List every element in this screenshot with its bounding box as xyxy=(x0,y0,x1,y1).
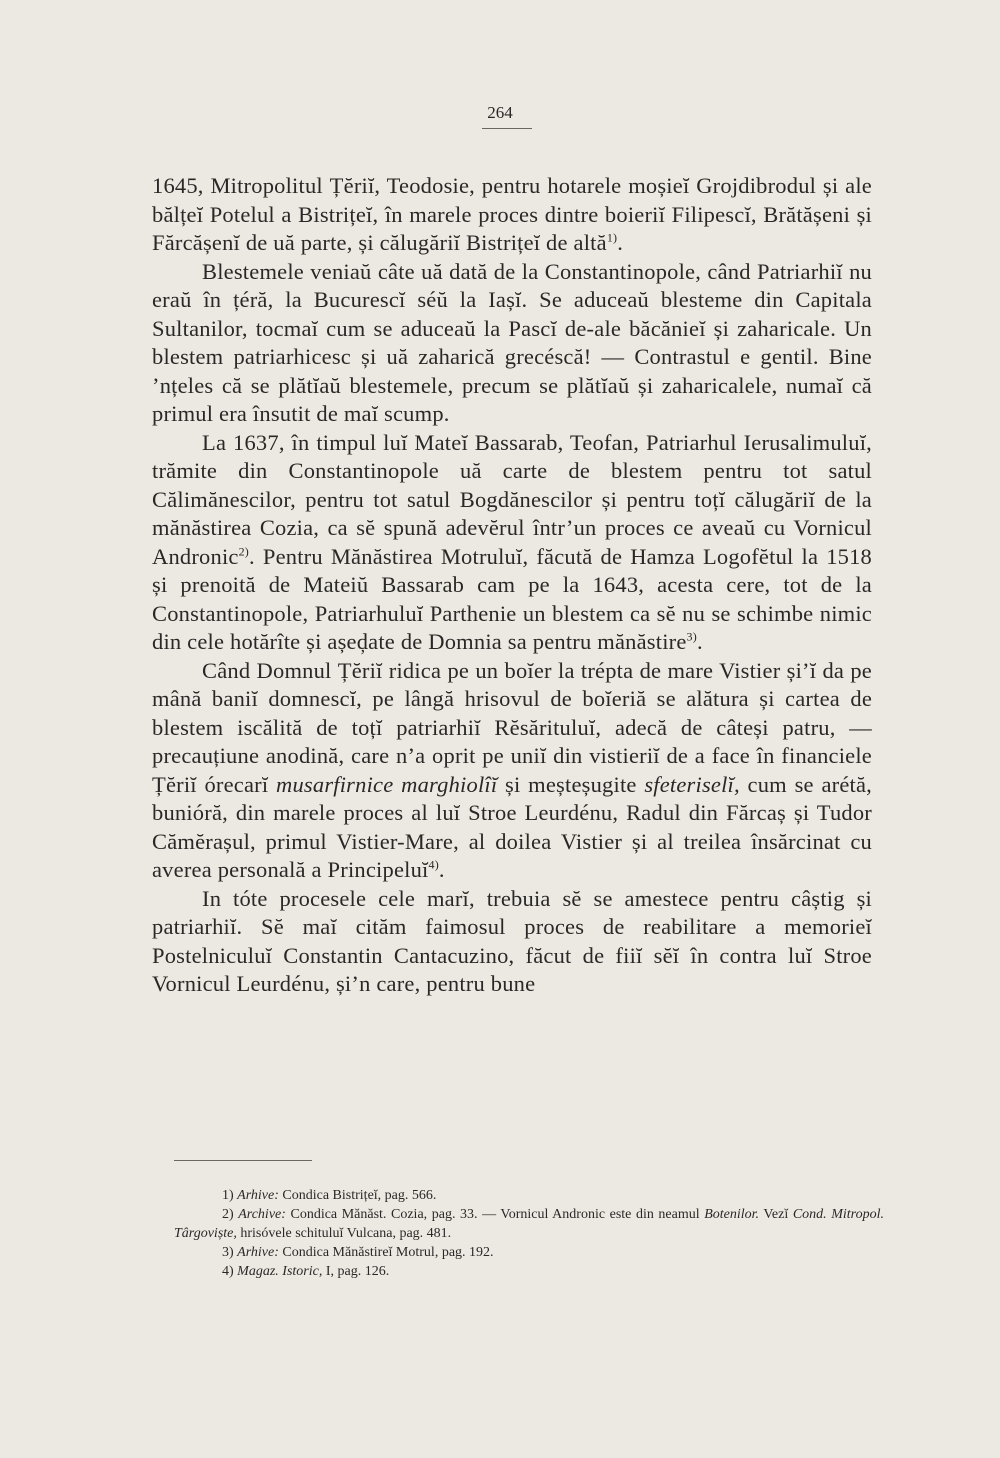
page-number: 264 xyxy=(487,103,513,122)
text-run: Blestemele veniaŭ câte uă dată de la Constantinopole, când Patriarhiĭ nu eraŭ în țéră, la Bucurescĭ séŭ la Iașĭ. Se aduceaŭ blesteme din Capitala Sultanilor, tocmaĭ cum se aduceaŭ la Pascĭ de-ale băcănieĭ și zaharicale. Un blestem patriarhicesc și uă zaharică grecéscă! — Contrastul e gentil. Bine ’nțeles că se plătĭaŭ blestemele, precum se plătĭaŭ și zaharicalele, numaĭ că primul era însutit de maĭ scump. xyxy=(152,258,872,426)
text-run: și meșteșugite xyxy=(497,771,645,797)
text-run: cum se arétă, bunióră, din marele proces al luĭ Stroe Leurdénu, Radul din Fărcaș și Tudor Cămĕrașul, primul Vistier-Mare, al doilea Vistier și al treilea însărcinat cu averea personală a Principeluĭ xyxy=(152,771,872,882)
italic-text: Archive: xyxy=(238,1207,286,1222)
paragraph xyxy=(152,657,872,885)
footnote-marker: 2) xyxy=(222,1207,239,1222)
footnotes xyxy=(174,1186,884,1281)
text-run: Condica Mănăst. Cozia, pag. 33. — Vornicul Andronic este din neamul xyxy=(285,1207,705,1222)
text-run: . xyxy=(696,629,703,654)
text-run: Când Domnul Țĕriĭ ridica pe un boĭer la trépta de mare Vistier și’ĭ da pe mână baniĭ domnescĭ, pe lângă hrisovul de boĭeriă se alătura și cartea de blestem iscălită de toțĭ patriarhiĭ Rĕsărituluĭ, adecă de câteși patru, — precauțiune anodină, care n’a oprit pe uniĭ din vistieriĭ de a face în finanсiele Țĕriĭ órecarĭ xyxy=(152,657,872,797)
paragraph xyxy=(152,172,872,258)
text-run: Condica Mănăstireĭ Motrul, pag. 192. xyxy=(278,1245,494,1260)
italic-text: Botenilor. xyxy=(704,1207,760,1222)
footnote-marker: 3) xyxy=(222,1245,238,1260)
text-run: . xyxy=(438,857,445,882)
footnote xyxy=(174,1262,884,1281)
footnote xyxy=(174,1205,884,1243)
footnote-marker: 1) xyxy=(222,1188,238,1203)
italic-text: Arhive: xyxy=(237,1245,279,1260)
text-run: La 1637, în timpul luĭ Mateĭ Bassarab, Teofan, Patriarhul Ierusalimuluĭ, trămite din Constantinopole uă carte de blestem pentru tot satul Călimănescilor, pentru tot satul Bogdănescilor și pentru toțĭ călugăriĭ de la mănăstirea Cozia, ca sĕ spună adevĕrul într’un proces ce aveaŭ cu Vornicul Andronic xyxy=(152,429,872,569)
paragraph xyxy=(152,258,872,429)
text-run: In tóte procesele cele marĭ, trebuia sĕ se amestece pentru câștig și patriarhiĭ. Sĕ maĭ cităm faimosul proces de reabilitare a memorieĭ Postelniculuĭ Constantin Cantacuzino, făcut de fiiĭ sĕĭ în contra luĭ Stroe Vornicul Leurdénu, și’n care, pentru bune xyxy=(152,885,872,996)
italic-text: musarfirnice marghiolîĭ xyxy=(276,771,498,797)
body-text xyxy=(152,172,872,999)
italic-text: sfeteriselĭ, xyxy=(644,771,740,797)
footnote-reference: 2) xyxy=(238,544,249,558)
footnote-marker: 4) xyxy=(222,1264,238,1279)
text-run: Condica Bistrițeĭ, pag. 566. xyxy=(278,1188,437,1203)
page-number-rule xyxy=(482,128,532,129)
text-run: I, pag. 126. xyxy=(322,1264,390,1279)
paragraph xyxy=(152,429,872,657)
footnote-reference: 3) xyxy=(686,629,697,644)
footnote-reference: 4) xyxy=(428,857,439,872)
footnote xyxy=(174,1186,884,1205)
italic-text: Arhive: xyxy=(237,1188,279,1203)
text-run: hrisóvele schituluĭ Vulcana, pag. 481. xyxy=(236,1226,452,1241)
footnote xyxy=(174,1243,884,1262)
text-run: . xyxy=(617,230,624,255)
footnote-reference: 1) xyxy=(606,230,618,245)
text-run: Vezĭ xyxy=(759,1207,793,1222)
text-run: 1645, Mitropolitul Țĕriĭ, Teodosie, pentru hotarele moșieĭ Grojdibrodul și ale bălțeĭ Potelul a Bistrițeĭ, în marele proces dintre boieriĭ Filipescĭ, Brătășeni și Fărcășenĭ de uă parte, și călugăriĭ Bistrițeĭ de altă xyxy=(152,173,872,255)
text-run: . Pentru Mănăstirea Motruluĭ, făcută de Hamza Logofĕtul la 1518 și prenoită de Mateiŭ Bassarab cam pe la 1643, acesta cere, tot de la Constantinopole, Patriarhuluĭ Parthenie un blestem ca sĕ nu se schimbe nimic din cele hotărîte și așeḑate de Domnia sa pentru mănăstire xyxy=(152,543,872,654)
paragraph xyxy=(152,885,872,999)
italic-text: Magaz. Istoric, xyxy=(237,1264,323,1279)
footnote-separator xyxy=(174,1160,312,1161)
italic-text: Cond. Mitropol. Târgoviște, xyxy=(174,1207,884,1241)
